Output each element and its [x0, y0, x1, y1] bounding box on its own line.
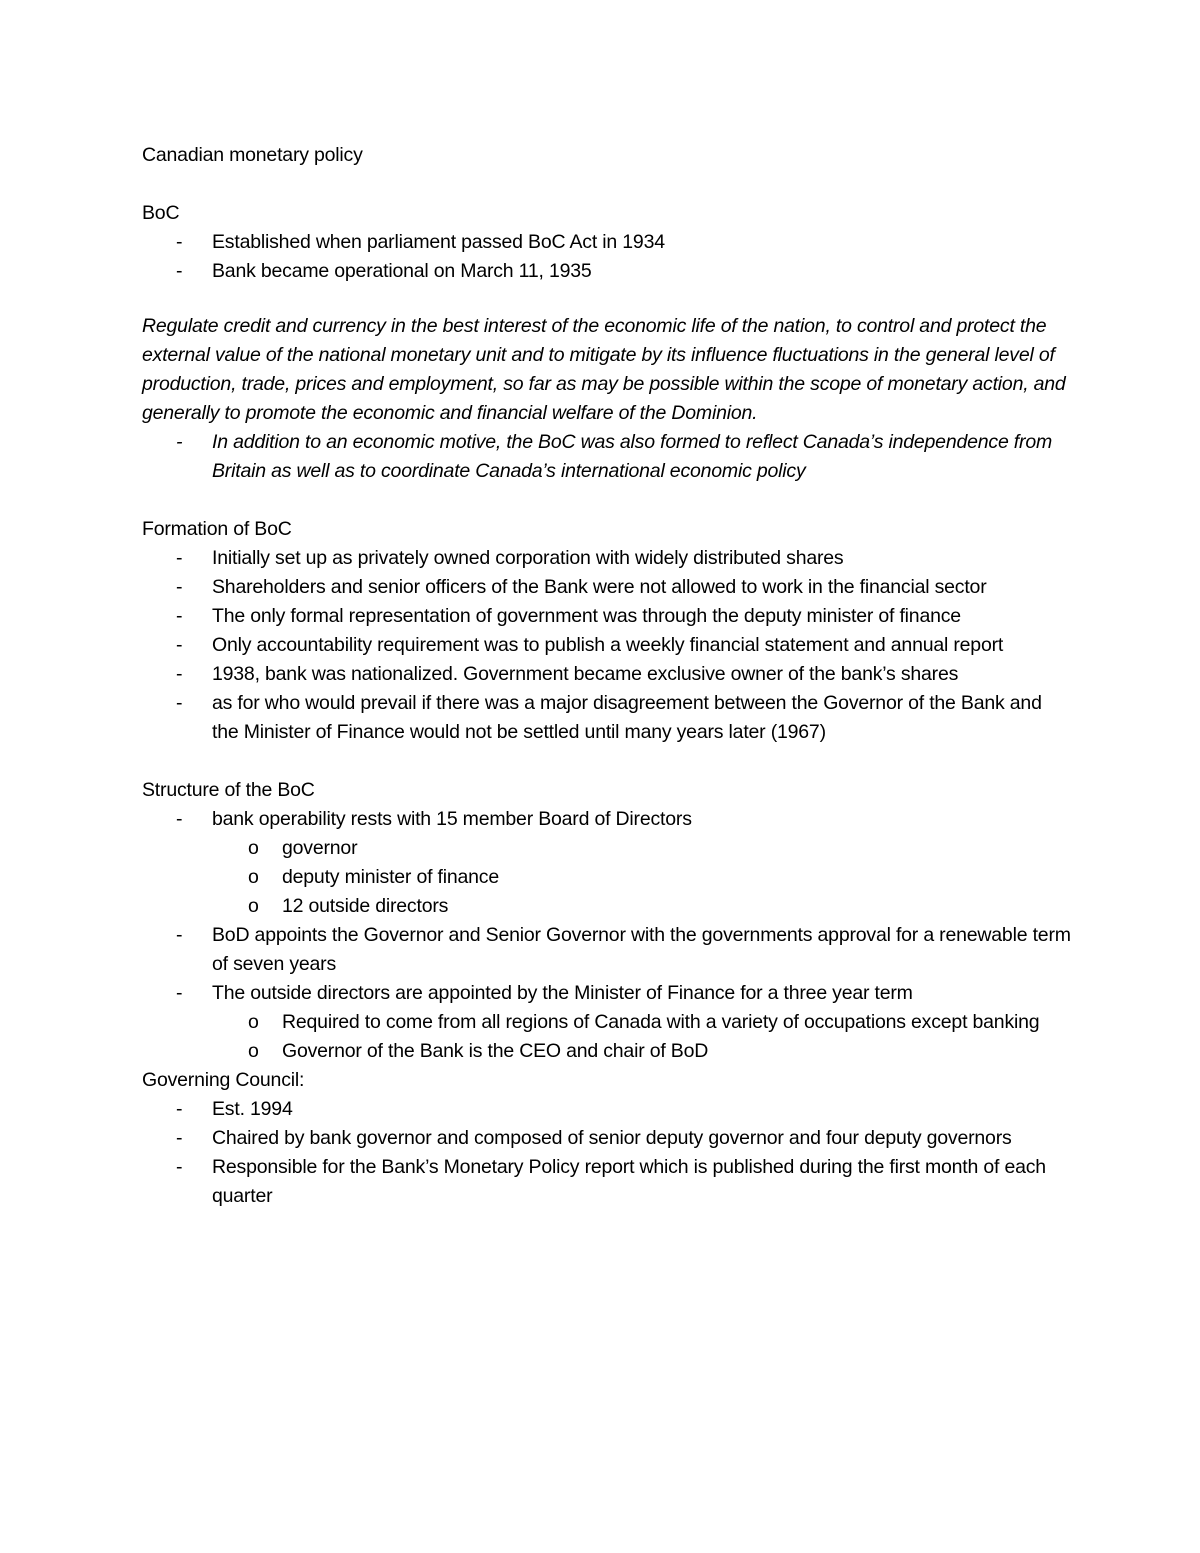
sub-list-item: o deputy minister of finance — [212, 863, 1072, 892]
list-item: - In addition to an economic motive, the BoC was also formed to reflect Canada’s independence from Britain as well as to coordinate Canada’s international economic policy — [142, 428, 1072, 486]
council-list — [142, 1095, 1072, 1211]
mandate-quote: Regulate credit and currency in the best interest of the economic life of the nation, to control and protect the external value of the national monetary unit and to mitigate by its influence fluctuations in the general level of production, trade, prices and employment, so far as may be possible within the scope of monetary action, and generally to promote the economic and financial welfare of the Dominion. — [142, 315, 1066, 424]
list-item: - BoD appoints the Governor and Senior Governor with the governments approval for a renewable term of seven years — [142, 921, 1072, 979]
formation-heading: Formation of BoC — [142, 518, 292, 540]
list-item: - Only accountability requirement was to publish a weekly financial statement and annual report — [142, 631, 1072, 660]
document-body — [142, 141, 1072, 1211]
outside-sublist — [212, 1008, 1072, 1066]
list-item: - 1938, bank was nationalized. Government became exclusive owner of the bank’s shares — [142, 660, 1072, 689]
document-title: Canadian monetary policy — [142, 144, 363, 166]
boc-heading: BoC — [142, 202, 180, 224]
list-item: - The only formal representation of government was through the deputy minister of finance — [142, 602, 1072, 631]
list-item: - Bank became operational on March 11, 1935 — [142, 257, 1072, 286]
list-item: - Shareholders and senior officers of the Bank were not allowed to work in the financial sector — [142, 573, 1072, 602]
structure-list — [142, 805, 1072, 1066]
list-item: - Est. 1994 — [142, 1095, 1072, 1124]
list-item — [142, 805, 1072, 921]
boc-list — [142, 228, 1072, 286]
list-item: - Chaired by bank governor and composed of senior deputy governor and four deputy governors — [142, 1124, 1072, 1153]
list-item: - as for who would prevail if there was a major disagreement between the Governor of the Bank and the Minister of Finance would not be settled until many years later (1967) — [142, 689, 1072, 747]
council-heading: Governing Council: — [142, 1069, 305, 1091]
spacer — [142, 170, 1072, 199]
structure-heading: Structure of the BoC — [142, 779, 315, 801]
spacer — [142, 486, 1072, 515]
board-sublist — [212, 834, 1072, 921]
sub-list-item: o Required to come from all regions of Canada with a variety of occupations except banking — [212, 1008, 1072, 1037]
spacer — [142, 747, 1072, 776]
sub-list-item: o governor — [212, 834, 1072, 863]
list-item: - Initially set up as privately owned corporation with widely distributed shares — [142, 544, 1072, 573]
outside-text: The outside directors are appointed by the Minister of Finance for a three year term — [212, 982, 913, 1004]
formation-list — [142, 544, 1072, 747]
board-text: bank operability rests with 15 member Board of Directors — [212, 808, 692, 830]
sub-list-item: o 12 outside directors — [212, 892, 1072, 921]
mandate-list — [142, 428, 1072, 486]
sub-list-item: o Governor of the Bank is the CEO and chair of BoD — [212, 1037, 1072, 1066]
list-item: - Established when parliament passed BoC Act in 1934 — [142, 228, 1072, 257]
spacer — [142, 286, 1072, 312]
list-item: - Responsible for the Bank’s Monetary Policy report which is published during the first month of each quarter — [142, 1153, 1072, 1211]
list-item — [142, 979, 1072, 1066]
